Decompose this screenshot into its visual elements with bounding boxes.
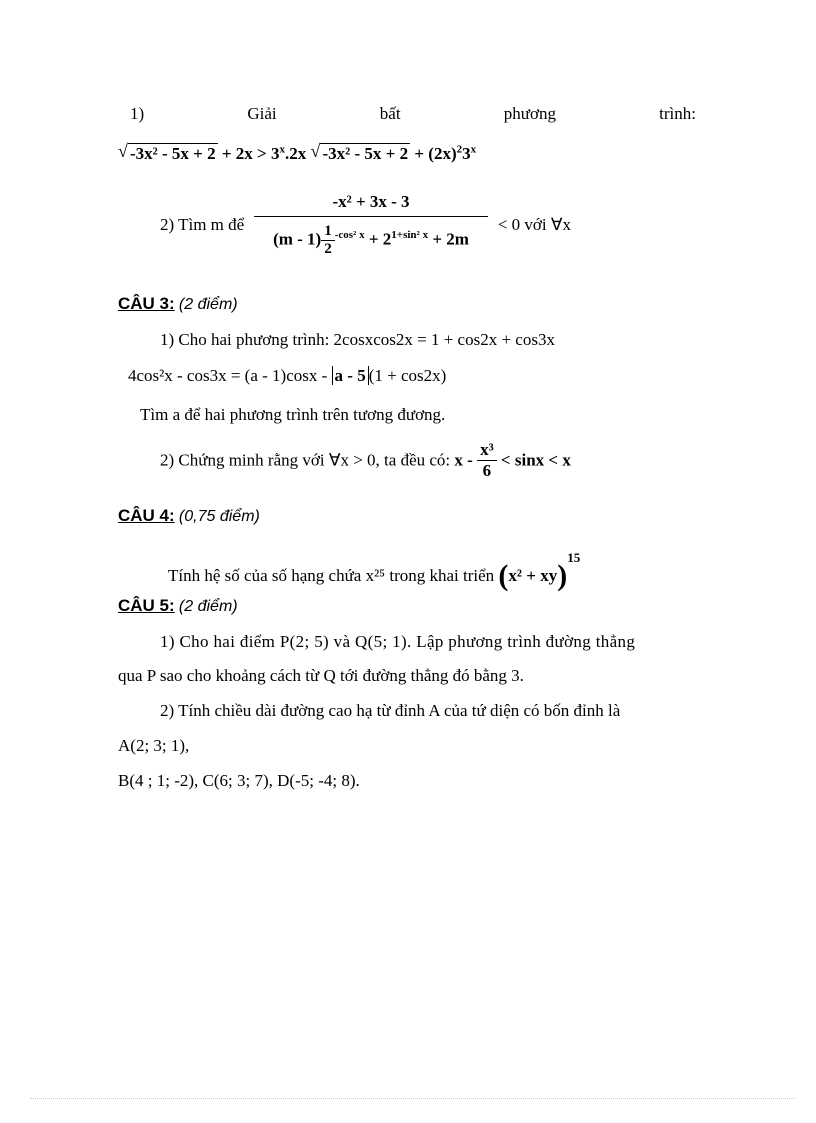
c3-line2: 4cos²x - cos3x = (a - 1)cosx - a - 5 (1 + cos2x)	[128, 366, 447, 385]
section-title: CÂU 4:	[118, 506, 175, 525]
q1-word: 1)	[130, 104, 145, 123]
sqrt-expression: √ -3x² - 5x + 2	[118, 141, 216, 163]
c3-line3: Tìm a để hai phương trình trên tương đương.	[140, 405, 446, 424]
c4-line1: Tính hệ số của số hạng chứa x²⁵ trong khai triển (x² + xy)$^{15}$	[168, 550, 581, 593]
q1-word: phương	[503, 104, 556, 123]
section-header-cau5	[118, 596, 238, 616]
c5-line3: 2) Tính chiều dài đường cao hạ từ đỉnh A của tứ diện có bốn đỉnh là	[160, 701, 621, 720]
c5-line2: qua P sao cho khoảng cách từ Q tới đường thẳng đó bằng 3.	[118, 666, 524, 685]
c5-line4: A(2; 3; 1),	[118, 736, 190, 755]
section-title: CÂU 3:	[118, 294, 175, 313]
q1-word: trình:	[659, 104, 696, 123]
sqrt-expression: √ -3x² - 5x + 2	[310, 141, 409, 163]
q1-inequality: √ $-3x^2 - 5x + 2 + 2x > 3^x.2x$ √ $-3x^2 - 5x + 2 + (2x)^23^x$	[118, 141, 477, 163]
section-points: (0,75 điểm)	[178, 508, 260, 525]
section-title: CÂU 5:	[118, 596, 175, 615]
page-footer-divider	[30, 1098, 796, 1099]
section-header-cau4	[118, 506, 260, 526]
c3-line4: 2) Chứng minh rằng với ∀x > 0, ta đều có: x - $\frac{\text{x³}}{6}$ < sinx < x	[160, 440, 571, 480]
c5-line5: B(4 ; 1; -2), C(6; 3; 7), D(-5; -4; 8).	[118, 771, 360, 790]
section-header-cau3	[118, 294, 238, 314]
section-points: (2 điểm)	[178, 598, 238, 615]
q1-word: bất	[379, 104, 401, 123]
q1-word: Giải	[247, 104, 277, 123]
q2-line: 2) Tìm m để -x² + 3x - 3 (m - 1) $\frac{1}{2}$ $^{-cos^2 x} + 2^{1+sin^2 x} + 2m$ < 0 với ∀x	[160, 192, 571, 257]
c5-line1: 1) Cho hai điểm P(2; 5) và Q(5; 1). Lập phương trình đường thẳng	[160, 632, 636, 651]
section-points: (2 điểm)	[178, 296, 238, 313]
fraction: -x² + 3x - 3 (m - 1) $\frac{1}{2}$ $^{-cos^2 x} + 2^{1+sin^2 x} + 2m$	[254, 192, 487, 258]
fraction: $\frac{\text{x³}}{6}$	[477, 440, 497, 481]
q1-heading	[130, 104, 696, 124]
c3-line1: 1) Cho hai phương trình: 2cosxcos2x = 1 + cos2x + cos3x	[160, 330, 555, 349]
